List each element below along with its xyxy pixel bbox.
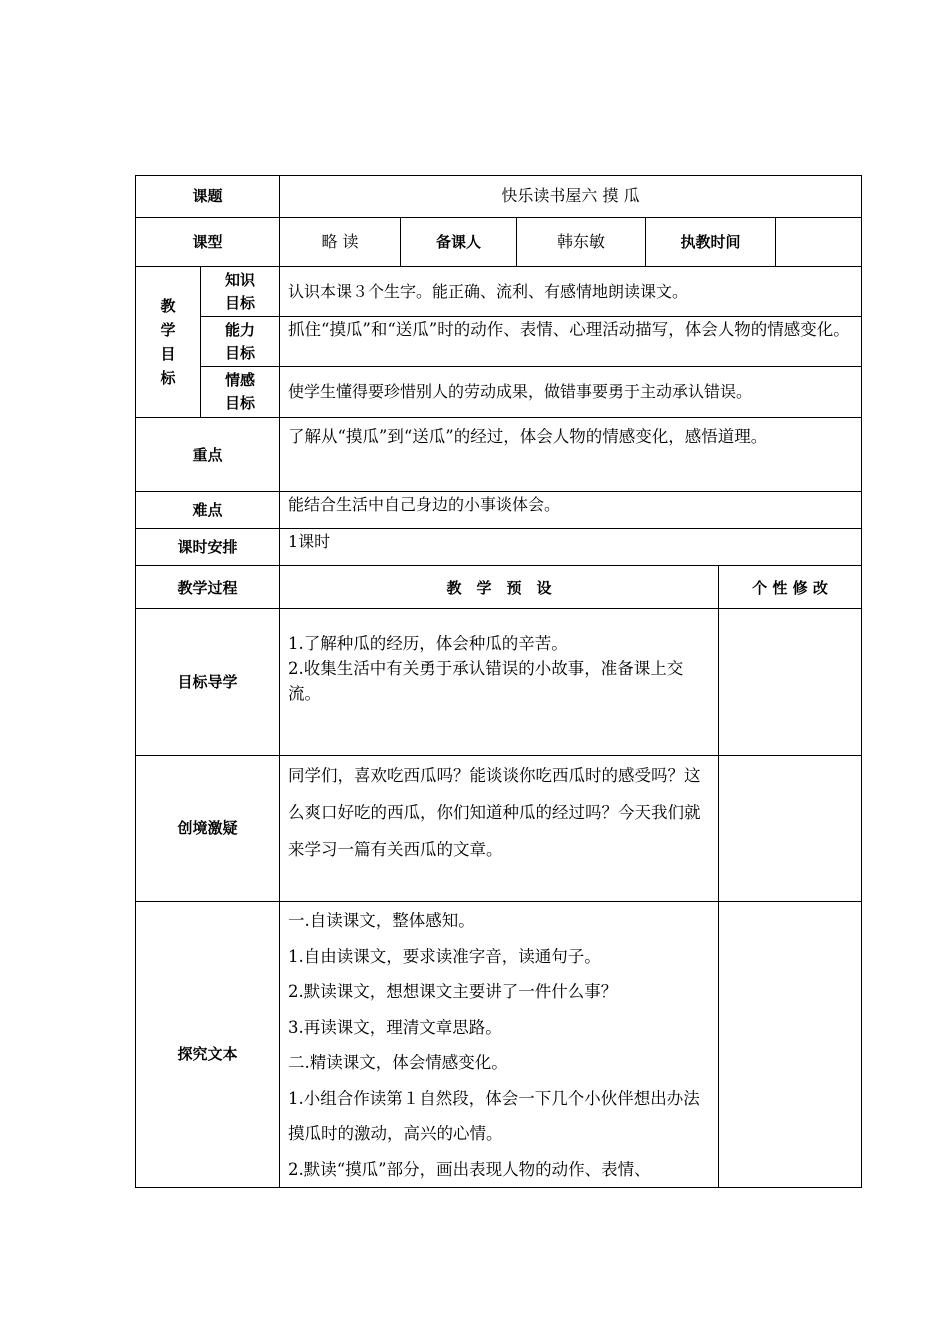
key-point-label: 重点 xyxy=(192,446,223,464)
schedule-label: 课时安排 xyxy=(177,538,238,556)
step-label: 创境激疑 xyxy=(177,819,238,837)
step-content: 一.自读课文，整体感知。 1.自由读课文，要求读准字音，读通句子。 2.默读课文，想想课文主要讲了一件什么事？ 3.再读课文，理清文章思路。 二.精读课文，体会情感变化。 1.小组合作读第１自然段，体会一下几个小伙伴想出办法摸瓜时的激动，高兴的心情。 2.默读“摸瓜”部分，画出表现人物的动作、表情、 xyxy=(288,911,700,1179)
step-content: 1.了解种瓜的经历，体会种瓜的辛苦。 2.收集生活中有关勇于承认错误的小故事，准备课上交流。 xyxy=(288,634,684,703)
title-label: 课题 xyxy=(192,187,223,205)
step-label: 探究文本 xyxy=(177,1045,238,1063)
prep-label: 备课人 xyxy=(435,233,481,251)
type-label: 课型 xyxy=(192,233,223,251)
knowledge-goal-text: 认识本课３个生字。能正确、流利、有感情地朗读课文。 xyxy=(288,282,689,301)
time-label: 执教时间 xyxy=(680,233,741,251)
step-label: 目标导学 xyxy=(177,673,238,691)
process-col3-header: 个 性 修 改 xyxy=(752,579,828,597)
goals-group-label: 教 学 目 标 xyxy=(160,297,176,387)
emotion-goal-label: 情感 目标 xyxy=(224,371,255,412)
lesson-title: 快乐读书屋六 摸 瓜 xyxy=(501,186,640,205)
type-value: 略 读 xyxy=(321,232,359,251)
process-col2-header: 教 学 预 设 xyxy=(446,579,552,597)
key-point-text: 了解从“摸瓜”到“送瓜”的经过，体会人物的情感变化，感悟道理。 xyxy=(288,427,768,446)
ability-goal-label: 能力 目标 xyxy=(224,321,255,362)
process-col1-header: 教学过程 xyxy=(177,579,238,597)
schedule-text: 1课时 xyxy=(288,532,331,551)
knowledge-goal-label: 知识 目标 xyxy=(224,271,255,312)
difficulty-label: 难点 xyxy=(192,501,223,519)
step-content: 同学们，喜欢吃西瓜吗？能谈谈你吃西瓜时的感受吗？这么爽口好吃的西瓜，你们知道种瓜的经过吗？今天我们就来学习一篇有关西瓜的文章。 xyxy=(288,766,701,859)
prep-value: 韩东敏 xyxy=(556,232,605,251)
ability-goal-text: 抓住“摸瓜”和“送瓜”时的动作、表情、心理活动描写，体会人物的情感变化。 xyxy=(288,320,850,339)
difficulty-text: 能结合生活中自己身边的小事谈体会。 xyxy=(288,495,561,514)
emotion-goal-text: 使学生懂得要珍惜别人的劳动成果，做错事要勇于主动承认错误。 xyxy=(288,382,753,401)
